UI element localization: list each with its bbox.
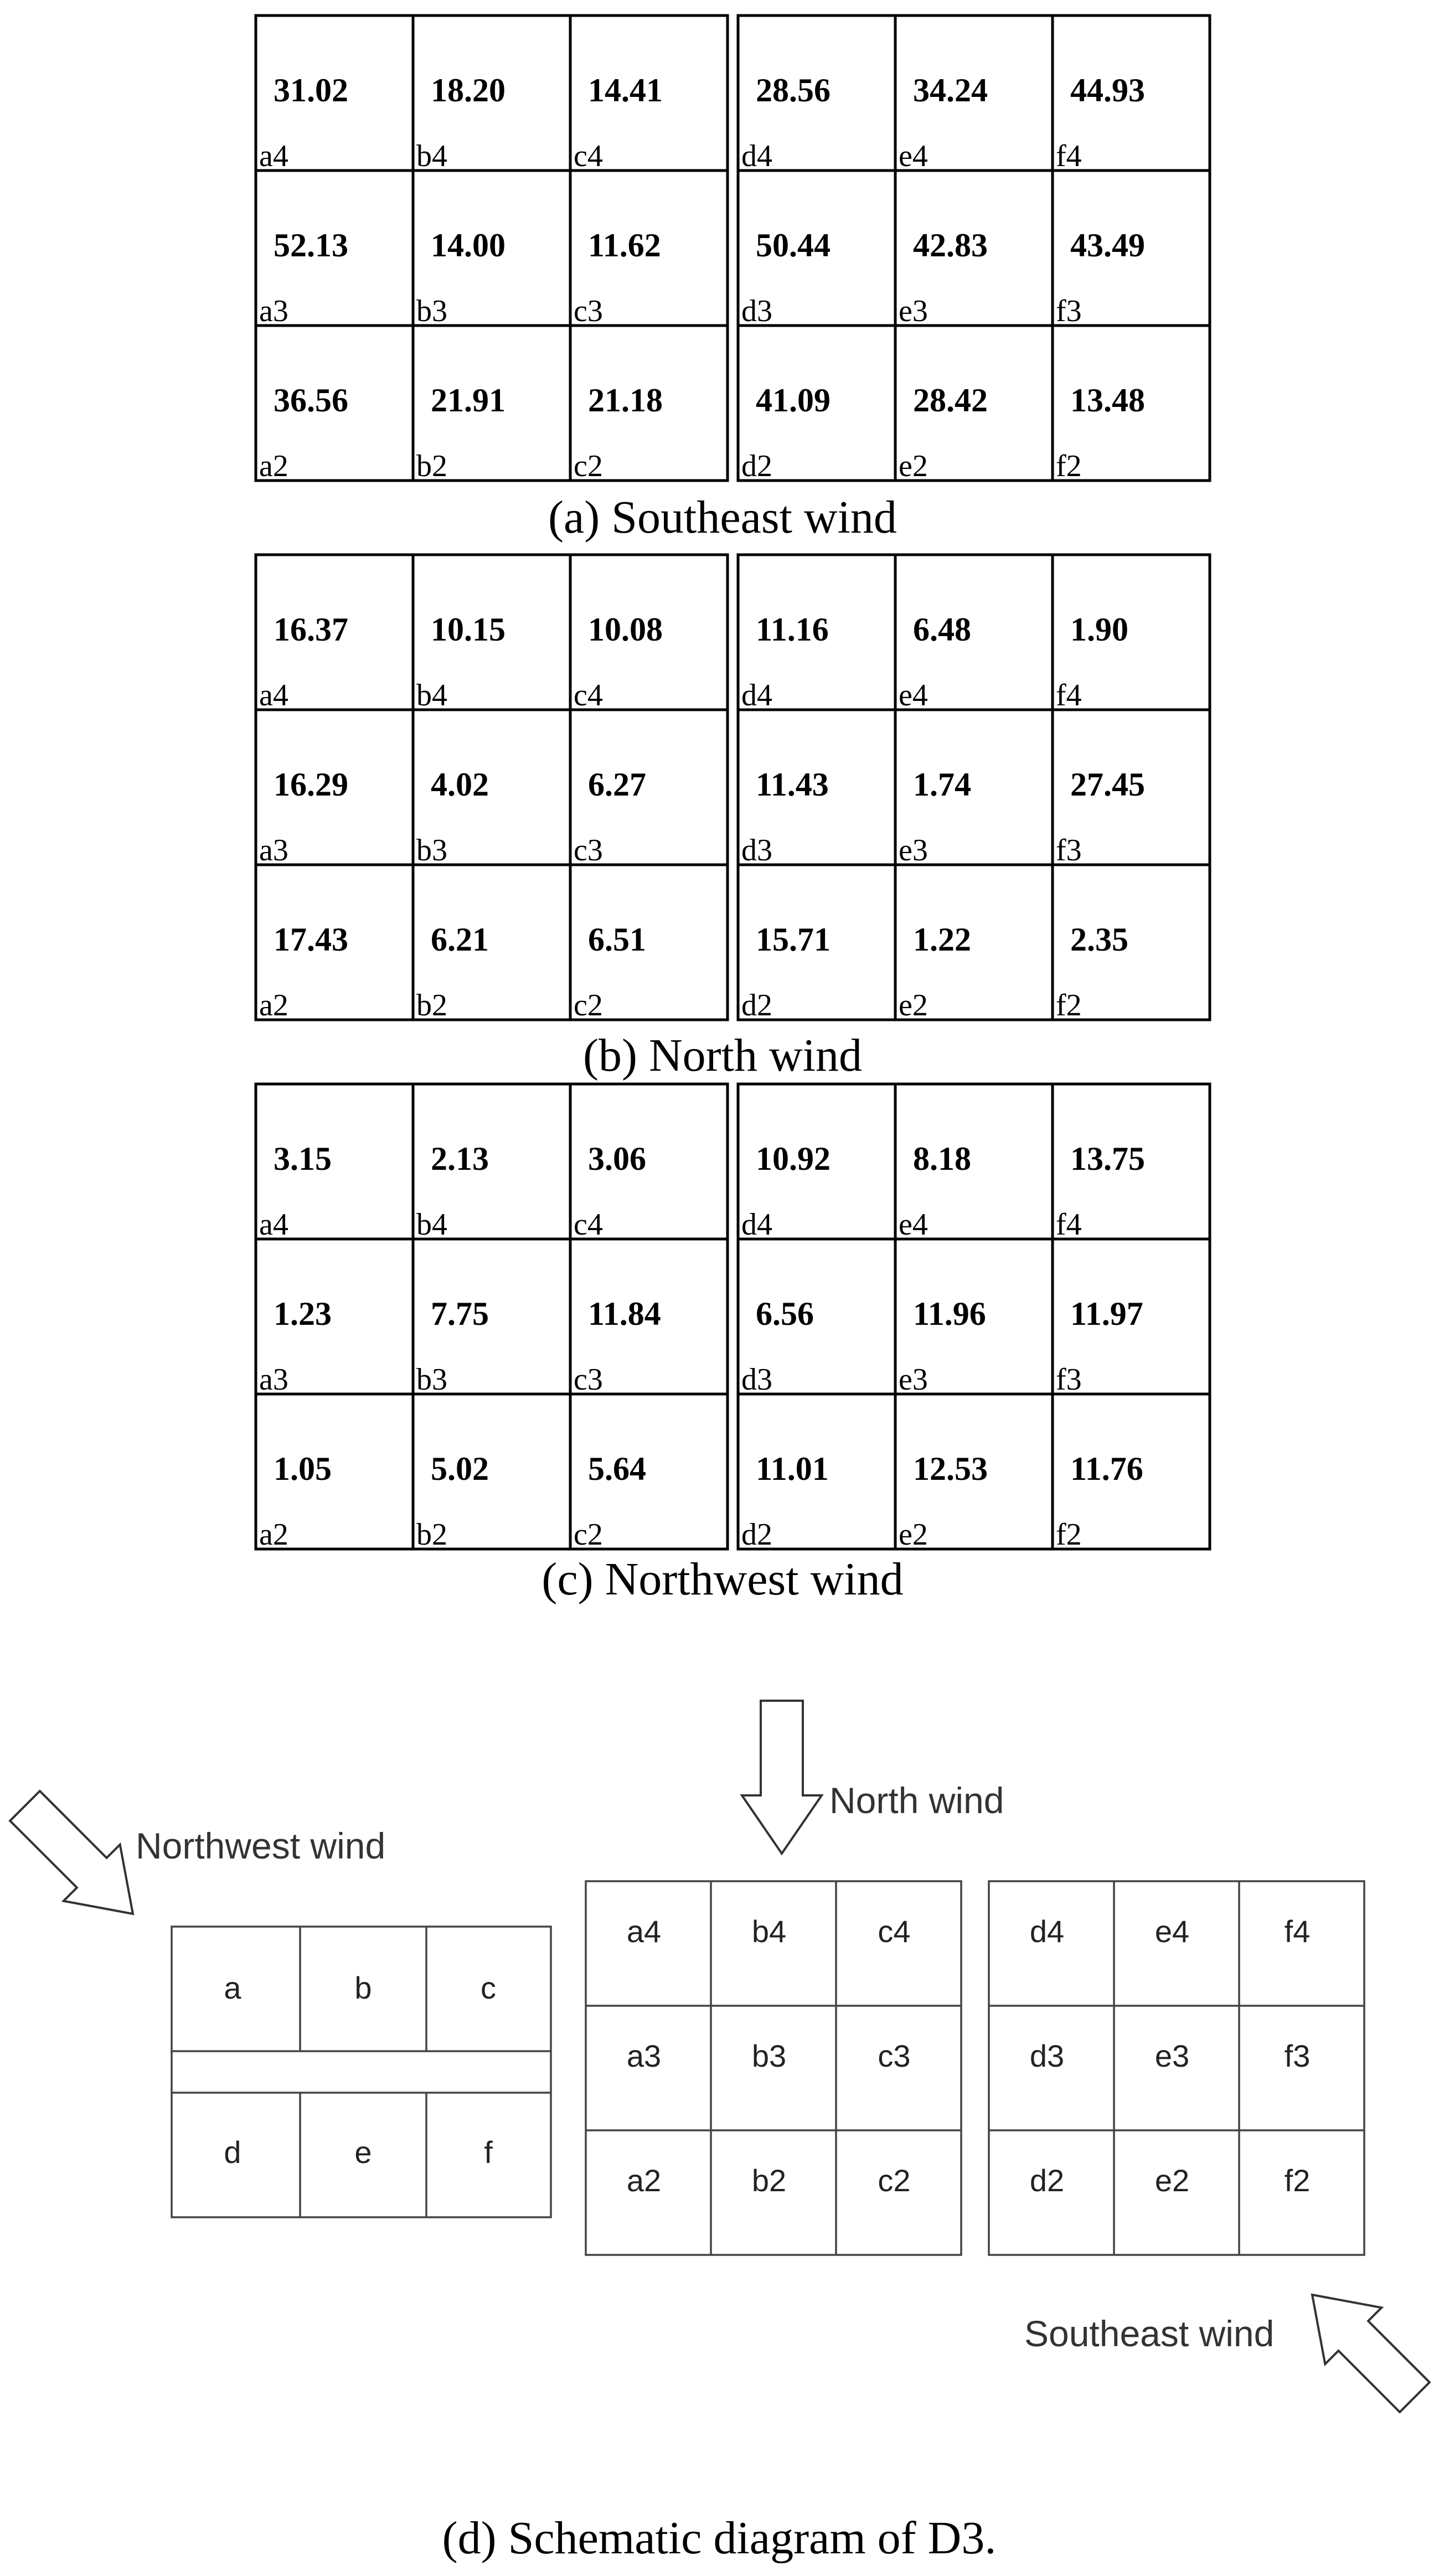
cell-id: a2 <box>259 449 288 483</box>
cell-id: b4 <box>416 139 447 173</box>
north-wind-arrow <box>742 1701 822 1854</box>
cell-value: 6.51 <box>588 921 646 958</box>
block-label-e: e <box>354 2135 372 2170</box>
cell-id: e2 <box>899 988 928 1023</box>
cell-id: d3 <box>741 294 772 328</box>
cell-value: 21.18 <box>588 382 663 419</box>
cell-value: 6.48 <box>913 611 971 648</box>
cell-value: 12.53 <box>913 1450 988 1487</box>
cell-value: 10.15 <box>431 611 506 648</box>
cell-id: f2 <box>1056 988 1082 1023</box>
cell-value: 1.05 <box>274 1450 332 1487</box>
cell-id: a3 <box>259 833 288 868</box>
cell-value: 11.62 <box>588 227 661 264</box>
cell-value: 14.41 <box>588 72 663 109</box>
cell-id: f3 <box>1056 833 1082 868</box>
cell-value: 3.06 <box>588 1140 646 1177</box>
cell-value: 10.08 <box>588 611 663 648</box>
cell-value: 1.74 <box>913 766 971 803</box>
cell-value: 11.01 <box>756 1450 829 1487</box>
schematic-cell-label: e3 <box>1154 2038 1190 2073</box>
cell-id: d2 <box>741 449 772 483</box>
schematic-cell-label: b2 <box>751 2163 787 2198</box>
cell-value: 27.45 <box>1070 766 1145 803</box>
cell-value: 14.00 <box>431 227 506 264</box>
cell-id: a4 <box>259 678 288 713</box>
cell-id: c2 <box>574 988 603 1023</box>
cell-id: a4 <box>259 139 288 173</box>
cell-id: a3 <box>259 1362 288 1397</box>
cell-id: e4 <box>899 139 928 173</box>
panel-c <box>256 1084 1210 1605</box>
cell-value: 42.83 <box>913 227 988 264</box>
schematic-cell-label: b4 <box>751 1914 787 1949</box>
southeast-wind-label: Southeast wind <box>1024 2313 1275 2354</box>
cell-id: f3 <box>1056 294 1082 328</box>
cell-id: b2 <box>416 988 447 1023</box>
schematic-cell-label: b3 <box>751 2038 787 2073</box>
cell-id: e4 <box>899 678 928 713</box>
cell-id: f2 <box>1056 449 1082 483</box>
cell-value: 6.27 <box>588 766 646 803</box>
cell-value: 52.13 <box>274 227 348 264</box>
cell-id: c4 <box>574 1207 603 1242</box>
right-grid <box>738 555 1210 1023</box>
cell-value: 34.24 <box>913 72 988 109</box>
schematic-diagram <box>10 1701 1430 2564</box>
cell-value: 13.48 <box>1070 382 1145 419</box>
cell-id: d3 <box>741 1362 772 1397</box>
cell-id: e2 <box>899 1517 928 1552</box>
cell-id: a2 <box>259 1517 288 1552</box>
wind-arrows <box>10 1701 1430 2412</box>
cell-value: 13.75 <box>1070 1140 1145 1177</box>
cell-value: 28.56 <box>756 72 831 109</box>
cell-value: 5.02 <box>431 1450 489 1487</box>
block-label-f: f <box>484 2135 493 2170</box>
cell-id: c4 <box>574 139 603 173</box>
block-label-a: a <box>224 1970 241 2005</box>
schematic-cell-label: c2 <box>878 2163 911 2198</box>
cell-value: 4.02 <box>431 766 489 803</box>
cell-value: 1.23 <box>274 1295 332 1332</box>
cell-id: d4 <box>741 139 772 173</box>
block-label-d: d <box>224 2135 241 2170</box>
cell-value: 44.93 <box>1070 72 1145 109</box>
schematic-cell-label: e2 <box>1154 2163 1190 2198</box>
cell-id: a2 <box>259 988 288 1023</box>
cell-id: b3 <box>416 833 447 868</box>
cell-id: c3 <box>574 1362 603 1397</box>
schematic-cell-label: c4 <box>878 1914 911 1949</box>
cell-id: c4 <box>574 678 603 713</box>
cell-id: e3 <box>899 833 928 868</box>
cell-id: f3 <box>1056 1362 1082 1397</box>
caption-b: (b) North wind <box>583 1030 862 1081</box>
schematic-cell-label: a2 <box>626 2163 662 2198</box>
north-wind-label: North wind <box>829 1780 1004 1821</box>
cell-value: 41.09 <box>756 382 831 419</box>
cell-value: 5.64 <box>588 1450 646 1487</box>
cell-id: c2 <box>574 449 603 483</box>
block-layout <box>172 1927 551 2217</box>
cell-id: e3 <box>899 294 928 328</box>
cell-id: f4 <box>1056 1207 1082 1242</box>
cell-id: d2 <box>741 1517 772 1552</box>
cell-value: 15.71 <box>756 921 831 958</box>
caption-d: (d) Schematic diagram of D3. <box>442 2512 997 2564</box>
left-grid <box>256 1084 728 1552</box>
schematic-cell-label: d2 <box>1029 2163 1065 2198</box>
cell-value: 21.91 <box>431 382 506 419</box>
wind-panels <box>256 16 1210 1605</box>
cell-value: 43.49 <box>1070 227 1145 264</box>
cell-id: b2 <box>416 1517 447 1552</box>
schematic-cell-label: f2 <box>1284 2163 1311 2198</box>
cell-id: a4 <box>259 1207 288 1242</box>
block-label-b: b <box>354 1970 372 2005</box>
cell-value: 11.76 <box>1070 1450 1143 1487</box>
right-grid <box>738 16 1210 483</box>
cell-value: 3.15 <box>274 1140 332 1177</box>
panel-b <box>256 555 1210 1081</box>
cell-value: 50.44 <box>756 227 831 264</box>
cell-value: 16.29 <box>274 766 348 803</box>
cell-value: 11.84 <box>588 1295 661 1332</box>
schematic-cell-label: a3 <box>626 2038 662 2073</box>
cell-id: e2 <box>899 449 928 483</box>
cell-id: b4 <box>416 1207 447 1242</box>
caption-c: (c) Northwest wind <box>541 1553 904 1605</box>
caption-a: (a) Southeast wind <box>548 492 897 543</box>
cell-id: f2 <box>1056 1517 1082 1552</box>
cell-id: b3 <box>416 1362 447 1397</box>
cell-id: e4 <box>899 1207 928 1242</box>
cell-value: 11.97 <box>1070 1295 1143 1332</box>
northwest-wind-label: Northwest wind <box>136 1825 386 1866</box>
cell-value: 31.02 <box>274 72 348 109</box>
schematic-left-grid <box>586 1881 961 2255</box>
schematic-cell-label: f3 <box>1284 2038 1311 2073</box>
cell-id: d3 <box>741 833 772 868</box>
cell-id: d4 <box>741 1207 772 1242</box>
cell-value: 11.43 <box>756 766 829 803</box>
schematic-grids <box>586 1881 1364 2255</box>
schematic-cell-label: f4 <box>1284 1914 1311 1949</box>
cell-id: a3 <box>259 294 288 328</box>
northwest-wind-arrow <box>10 1791 133 1914</box>
schematic-cell-label: a4 <box>626 1914 662 1949</box>
southeast-wind-arrow <box>1312 2295 1430 2412</box>
cell-value: 16.37 <box>274 611 348 648</box>
schematic-cell-label: d3 <box>1029 2038 1065 2073</box>
cell-value: 2.35 <box>1070 921 1128 958</box>
left-grid <box>256 555 728 1023</box>
cell-id: b4 <box>416 678 447 713</box>
cell-id: e3 <box>899 1362 928 1397</box>
cell-value: 28.42 <box>913 382 988 419</box>
right-grid <box>738 1084 1210 1552</box>
cell-value: 1.90 <box>1070 611 1128 648</box>
left-grid <box>256 16 728 483</box>
cell-id: b2 <box>416 449 447 483</box>
cell-value: 2.13 <box>431 1140 489 1177</box>
cell-value: 7.75 <box>431 1295 489 1332</box>
cell-value: 1.22 <box>913 921 971 958</box>
cell-id: f4 <box>1056 139 1082 173</box>
cell-id: d2 <box>741 988 772 1023</box>
cell-value: 11.96 <box>913 1295 986 1332</box>
cell-id: f4 <box>1056 678 1082 713</box>
schematic-cell-label: c3 <box>878 2038 911 2073</box>
cell-value: 11.16 <box>756 611 829 648</box>
cell-value: 8.18 <box>913 1140 971 1177</box>
schematic-right-grid <box>989 1881 1364 2255</box>
cell-id: c2 <box>574 1517 603 1552</box>
block-label-c: c <box>481 1970 496 2005</box>
cell-id: d4 <box>741 678 772 713</box>
cell-value: 6.56 <box>756 1295 814 1332</box>
panel-a <box>256 16 1210 543</box>
schematic-cell-label: d4 <box>1029 1914 1065 1949</box>
cell-id: c3 <box>574 833 603 868</box>
cell-id: c3 <box>574 294 603 328</box>
cell-id: b3 <box>416 294 447 328</box>
cell-value: 36.56 <box>274 382 348 419</box>
cell-value: 10.92 <box>756 1140 831 1177</box>
cell-value: 6.21 <box>431 921 489 958</box>
cell-value: 17.43 <box>274 921 348 958</box>
schematic-cell-label: e4 <box>1154 1914 1190 1949</box>
cell-value: 18.20 <box>431 72 506 109</box>
